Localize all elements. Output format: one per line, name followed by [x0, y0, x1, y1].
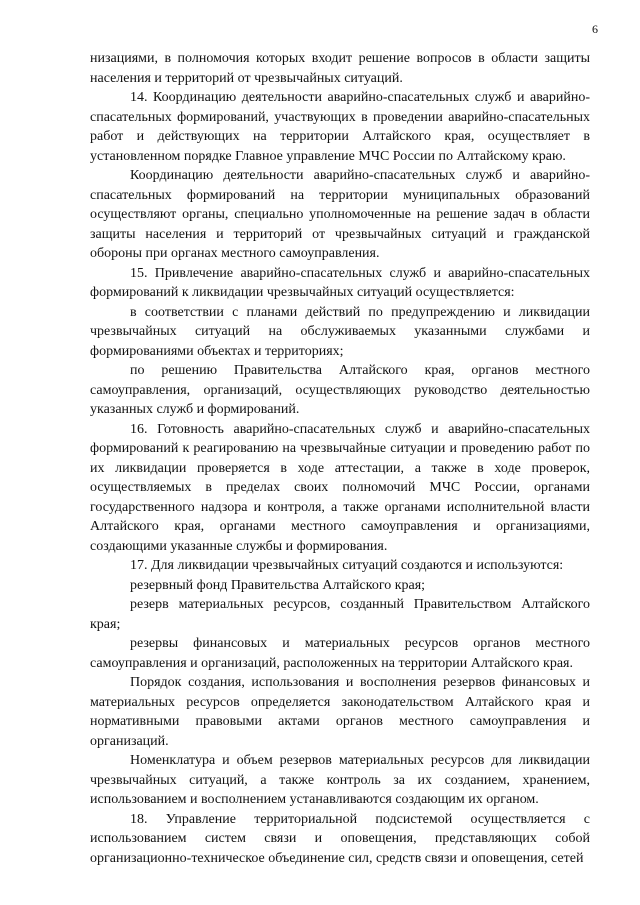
paragraph-reserves-nomenclature: Номенклатура и объем резервов материальных ресурсов для ликвидации чрезвычайных ситуаций, а также контроль за их созданием, хранением, использованием и восполнением устанавливаются создающим их органом.: [90, 753, 590, 807]
paragraph-municipal-coordination: Координацию деятельности аварийно-спасательных служб и аварийно-спасательных формирований на территории муниципальных образований осуществляют органы, специально уполномоченные на решение задач в области защиты населения и территорий от чрезвычайных ситуаций и гражданской обороны при органах местного самоуправления.: [90, 168, 590, 261]
paragraph-material-reserve: резерв материальных ресурсов, созданный Правительством Алтайского края;: [90, 597, 590, 632]
paragraph-item-15: 15. Привлечение аварийно-спасательных служб и аварийно-спасательных формирований к ликвидации чрезвычайных ситуаций осуществляется:: [90, 265, 590, 300]
paragraph-item-16: 16. Готовность аварийно-спасательных служб и аварийно-спасательных формирований к реагированию на чрезвычайные ситуации и проведению работ по их ликвидации проверяется в ходе аттестации, а также в ходе проверок, осуществляемых в пределах своих полномочий МЧС России, органами государственного надзора и контроля, а также органами исполнительной власти Алтайского края, органами местного самоуправления и организациями, создающими указанные службы и формирования.: [90, 421, 590, 554]
paragraph-financial-reserves: резервы финансовых и материальных ресурсов органов местного самоуправления и организаций, расположенных на территории Алтайского края.: [90, 636, 590, 671]
paragraph-item-18: 18. Управление территориальной подсистемой осуществляется с использованием систем связи и оповещения, представляющих собой организационно-техническое объединение сил, средств связи и оповещения, сетей: [90, 811, 590, 866]
paragraph-reserves-procedure: Порядок создания, использования и восполнения резервов финансовых и материальных ресурсов определяется законодательством Алтайского края и нормативными правовыми актами органов местного самоуправления и организаций.: [90, 675, 590, 749]
paragraph-reserve-fund: резервный фонд Правительства Алтайского края;: [130, 577, 426, 593]
page-number: 6: [592, 22, 598, 36]
document-body: [90, 49, 590, 868]
paragraph-continuation: низациями, в полномочия которых входит решение вопросов в области защиты населения и территорий от чрезвычайных ситуаций.: [90, 51, 590, 86]
paragraph-item-14: 14. Координацию деятельности аварийно-спасательных служб и аварийно-спасательных формирований, участвующих в проведении аварийно-спасательных работ и действующих на территории Алтайского края, осуществляет в установленном порядке Главное управление МЧС России по Алтайскому краю.: [90, 90, 590, 164]
paragraph-item-17: 17. Для ликвидации чрезвычайных ситуаций создаются и используются:: [130, 558, 564, 573]
paragraph-item-15-decision: по решению Правительства Алтайского края, органов местного самоуправления, организаций, осуществляющих руководство деятельностью указанных служб и формирований.: [90, 363, 590, 417]
paragraph-item-15-plans: в соответствии с планами действий по предупреждению и ликвидации чрезвычайных ситуаций на обслуживаемых указанными службами и формированиями объектах и территориях;: [90, 304, 590, 359]
